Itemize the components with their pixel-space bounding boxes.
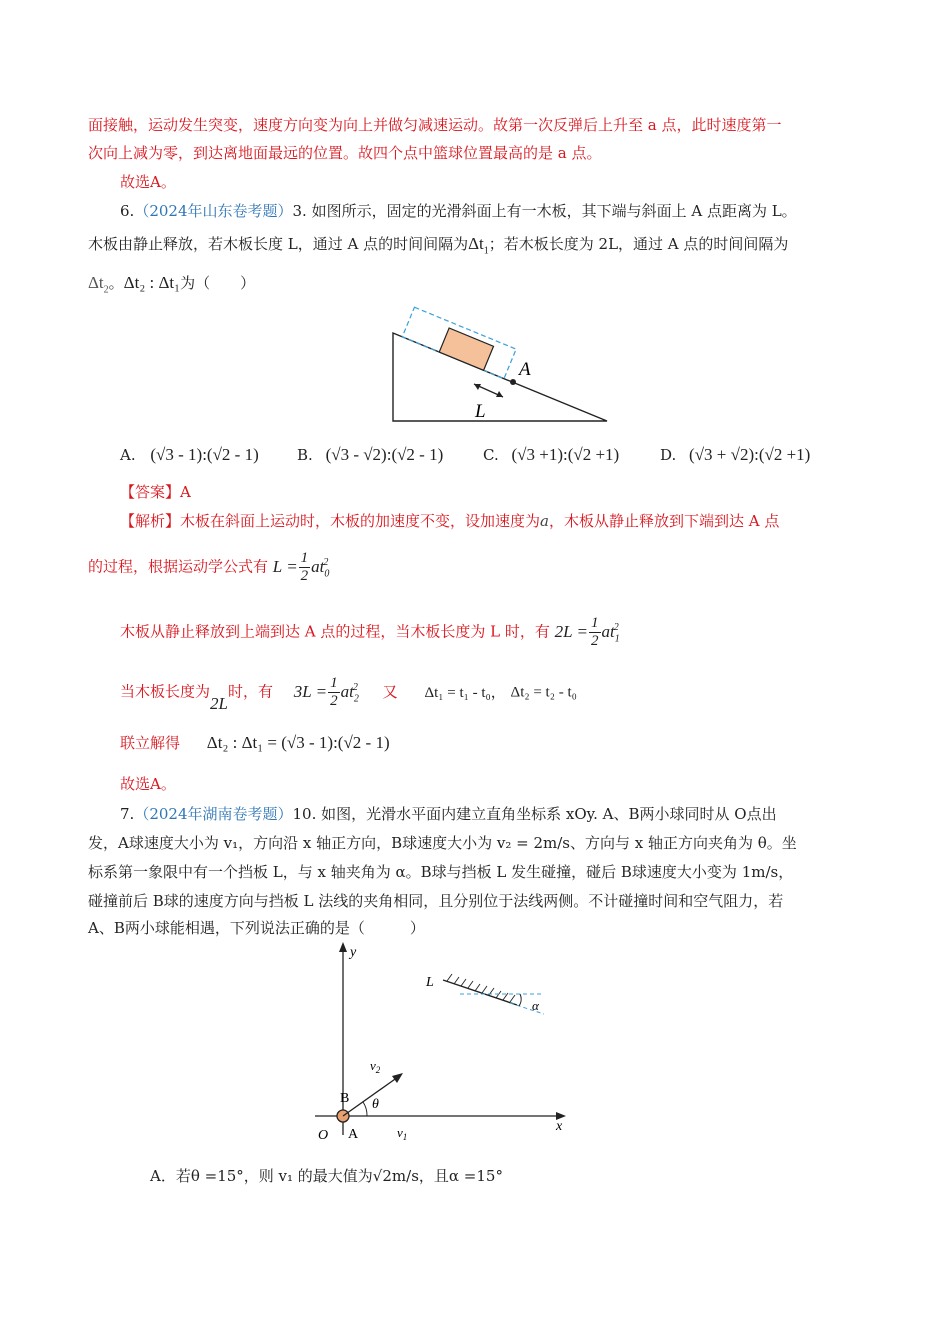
eq2-frac-den: 2 [591, 633, 599, 650]
eq3-frac [328, 675, 340, 710]
fig-label-A: A [519, 359, 531, 380]
eq2-frac-num: 1 [591, 615, 599, 632]
eq3-frac-den: 2 [330, 693, 338, 710]
q6-dt1-sub: 1 [483, 245, 489, 257]
point-A [510, 379, 516, 385]
q6-dt2 [88, 273, 109, 296]
analysis-text-4a: 当木板长度为 [120, 682, 211, 701]
alpha-label: α [532, 998, 539, 1013]
eq1-sup: 2 [323, 557, 329, 568]
q6-option-B [297, 445, 443, 465]
q6-options [120, 445, 259, 465]
analysis-var-a: a [540, 512, 549, 530]
fig-label-L: L [475, 401, 486, 422]
v2-sub: 2 [375, 1065, 381, 1075]
eq5: Δt₂ = t₂ - t₀ [510, 684, 577, 701]
q6-analysis-4 [120, 668, 577, 719]
analysis-text-3: 木板从静止释放到上端到达 A 点的过程，当木板长度为 L 时，有 [120, 622, 550, 641]
q7-number: 7. [120, 805, 135, 823]
q6-ratio: Δt₂ : Δt₁ [123, 273, 181, 292]
theta-label: θ [372, 1097, 379, 1112]
eq1-rhs: at [311, 556, 325, 576]
eq2-sup: 2 [613, 622, 619, 633]
barrier-label: L [426, 975, 434, 990]
analysis-text-1a: 木板在斜面上运动时，木板的加速度不变，设加速度为 [180, 512, 541, 530]
eq3-frac-num: 1 [330, 675, 338, 692]
q6-stem-3b: 为（ ） [180, 274, 256, 292]
q6-option-D-label: D. [660, 446, 677, 464]
q7-line5: A、B两小球能相遇，下列说法正确的是（ ） [88, 919, 425, 937]
q6-option-D-expr: (√3 + √2):(√2 +1) [689, 445, 811, 464]
analysis-text-5: 联立解得 [120, 734, 181, 752]
spacer [385, 305, 395, 315]
v2-base: v [370, 1058, 376, 1073]
alpha-arc [519, 994, 521, 1006]
v2-label [370, 1058, 381, 1075]
q6-incline-figure [385, 305, 615, 430]
q6-analysis-5 [120, 727, 390, 759]
sol5-conclusion: 故选A。 [120, 173, 176, 191]
eq3-rhs: at [340, 681, 354, 701]
q6-option-B-expr: (√3 - √2):(√2 - 1) [325, 445, 444, 464]
v1-label [397, 1125, 407, 1142]
board [439, 328, 493, 370]
ball-B-label: B [340, 1091, 350, 1106]
eq3-lhs: 3L = [293, 681, 328, 701]
q6-analysis-3 [120, 608, 619, 659]
analysis-text-2: 的过程，根据运动学公式有 [88, 557, 269, 576]
q6-option-C-label: C. [483, 446, 499, 464]
eq6: Δt₂ : Δt₁ = (√3 - 1):(√2 - 1) [206, 733, 390, 752]
analysis-text-1b: ，木板从静止释放到下端到达 A 点 [548, 512, 780, 530]
q6-line2 [88, 234, 788, 261]
eq1-frac-den: 2 [300, 568, 309, 585]
answer-value: A [180, 483, 191, 501]
q6-number: 6. [120, 202, 135, 220]
analysis-text-4b: 时，有 [227, 682, 273, 701]
q7-line2: 发，A球速度大小为 v₁，方向沿 x 轴正方向，B球速度大小为 v₂ = 2m/s、方向与 x 轴正方向夹角为 θ。坐 [88, 834, 797, 852]
eq3 [293, 675, 359, 710]
y-axis-label: y [350, 945, 357, 960]
eq2-frac [589, 615, 601, 650]
eq3-sub: 2 [353, 693, 359, 705]
analysis-var-2L: 2L [210, 693, 228, 713]
origin-label: O [318, 1128, 329, 1143]
eq2-sub: 1 [614, 633, 620, 645]
eq1-frac [299, 550, 311, 585]
ball-A-label: A [348, 1127, 359, 1142]
q6-line1 [120, 201, 797, 221]
eq2-lhs: 2L = [554, 621, 589, 641]
q6-stem-2b: ；若木板长度为 2L，通过 A 点的时间间隔为 [488, 235, 789, 253]
q6-stem-2a: 木板由静止释放，若木板长度 L，通过 A 点的时间间隔为 [88, 235, 469, 253]
q6-dt1-base: Δt [468, 234, 484, 253]
eq1-frac-num: 1 [300, 550, 309, 567]
v2-arrow-line [343, 1077, 398, 1116]
q6-dt2-base: Δt [88, 273, 104, 292]
eq1-lhs: L = [272, 556, 298, 576]
q7-stem-1: 10. 如图，光滑水平面内建立直角坐标系 xOy. A、B两小球同时从 O点出 [292, 805, 777, 823]
q6-stem-3a: 。 [108, 274, 124, 292]
answer-tag: 【答案】 [120, 483, 181, 501]
q6-option-A-label: A. [120, 446, 136, 464]
q6-answer [120, 482, 191, 502]
q6-option-C [483, 445, 619, 465]
q6-dt2-sub: 2 [103, 284, 109, 296]
y-axis-arrow [339, 942, 347, 952]
q7-line3: 标系第一象限中有一个挡板 L，与 x 轴夹角为 α。B球与挡板 L 发生碰撞，碰后 B球速度大小变为 1m/s， [88, 863, 794, 881]
q6-line3 [88, 273, 255, 300]
q6-option-D [660, 445, 810, 465]
eq3-sup: 2 [352, 682, 358, 693]
theta-arc [363, 1102, 367, 1116]
q6-option-C-expr: (√3 +1):(√2 +1) [511, 445, 620, 464]
q6-analysis-2 [88, 543, 328, 594]
q7-source: （2024年湖南卷考题） [134, 805, 293, 823]
q6-conclusion: 故选A。 [120, 775, 176, 793]
analysis-text-4c: 又 [382, 682, 398, 701]
q6-stem-1: 3. 如图所示，固定的光滑斜面上有一木板，其下端与斜面上 A 点距离为 L。 [292, 202, 797, 220]
eq1-sub: 0 [324, 568, 330, 580]
sol5-line2: 次向上减为零，到达离地面最远的位置。故四个点中篮球位置最高的是 a 点。 [88, 144, 602, 162]
sol5-line1: 面接触，运动发生突变，速度方向变为向上并做匀减速运动。故第一次反弹后上升至 a 点，此时速度第一 [88, 116, 782, 134]
v2-arrow-head [392, 1073, 403, 1083]
q6-source: （2024年山东卷考题） [134, 202, 293, 220]
barrier-hatch [447, 974, 515, 1002]
q6-option-B-label: B. [297, 446, 313, 464]
eq1 [272, 550, 330, 585]
v1-base: v [397, 1125, 403, 1140]
q7-coordinate-figure [310, 940, 570, 1145]
q6-option-A-expr: (√3 - 1):(√2 - 1) [150, 445, 259, 464]
q6-analysis-1 [120, 511, 779, 531]
q6-dt1 [468, 234, 489, 257]
q7-line1 [120, 804, 777, 824]
eq4: Δt₁ = t₁ - t₀， [424, 684, 506, 701]
q7-line4: 碰撞前后 B球的速度方向与挡板 L 法线的夹角相同，且分别位于法线两侧。不计碰撞时间和空气阻力，若 [88, 892, 784, 910]
x-axis-label: x [556, 1119, 563, 1134]
analysis-tag: 【解析】 [120, 512, 181, 530]
eq2-rhs: at [601, 621, 615, 641]
eq2 [554, 615, 620, 650]
q7-option-A: A．若θ =15°，则 v₁ 的最大值为√2m/s，且α =15° [150, 1167, 503, 1185]
v1-sub: 1 [402, 1132, 408, 1142]
